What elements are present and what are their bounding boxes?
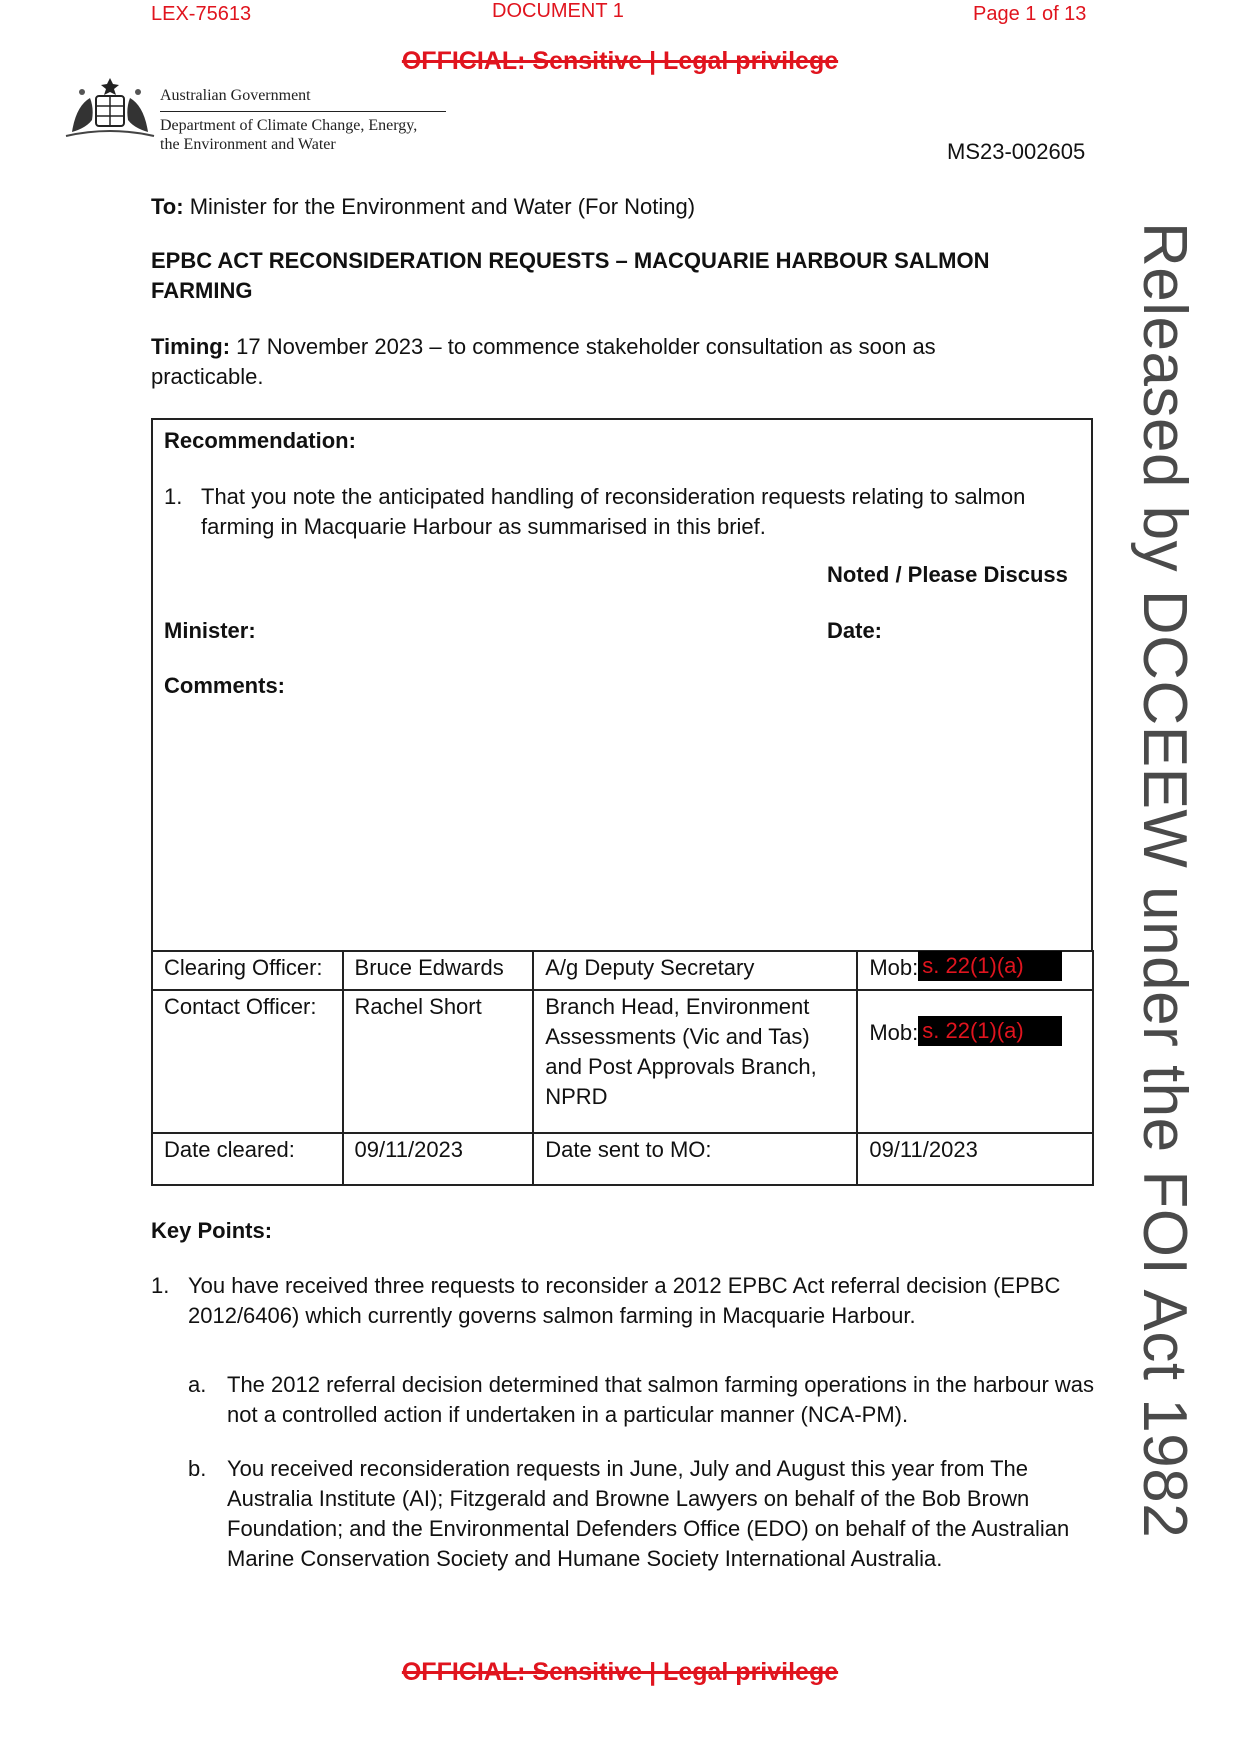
to-value: Minister for the Environment and Water (For Noting) <box>189 194 696 219</box>
date-sent-label: Date sent to MO: <box>533 1133 857 1185</box>
page-label: Page 1 of 13 <box>973 3 1087 25</box>
table-row <box>152 951 1093 990</box>
classification-top: OFFICIAL: Sensitive | Legal privilege <box>401 47 839 75</box>
date-label: Date: <box>827 618 883 643</box>
redacted-mobile: s. 22(1)(a) <box>918 1016 1062 1046</box>
logo-department <box>160 116 417 154</box>
minister-label: Minister: <box>164 618 256 643</box>
contact-officer-position: Branch Head, Environment Assessments (Vic and Tas) and Post Approvals Branch, NPRD <box>533 990 857 1133</box>
table-row <box>152 990 1093 1133</box>
date-cleared-label: Date cleared: <box>152 1133 343 1185</box>
foi-release-watermark: Released by DCCEEW under the FOI Act 1982 <box>1130 222 1199 1539</box>
document-label: DOCUMENT 1 <box>492 0 624 22</box>
logo-government: Australian Government <box>160 87 311 104</box>
clearing-officer-label: Clearing Officer: <box>152 951 343 990</box>
to-line <box>151 192 695 222</box>
redacted-mobile: s. 22(1)(a) <box>918 951 1062 981</box>
date-sent-value: 09/11/2023 <box>857 1133 1093 1185</box>
to-label: To: <box>151 194 184 219</box>
key-points-heading: Key Points: <box>151 1218 273 1243</box>
ms-number: MS23-002605 <box>947 139 1086 164</box>
recommendation-item-text: That you note the anticipated handling of reconsideration requests relating to salmon farming in Macquarie Harbour as summarised in this brief. <box>201 484 1026 539</box>
recommendation-item-number: 1. <box>164 484 183 509</box>
key-point-1: You have received three requests to reconsider a 2012 EPBC Act referral decision (EPBC 2012/6406) which currently governs salmon farming in Macquarie Harbour. <box>188 1273 1061 1328</box>
date-cleared-value: 09/11/2023 <box>343 1133 534 1185</box>
contact-officer-label: Contact Officer: <box>152 990 343 1133</box>
coat-of-arms-logo <box>62 72 158 142</box>
clearing-officer-mob <box>857 951 1093 990</box>
timing-value: 17 November 2023 – to commence stakeholder consultation as soon as practicable. <box>151 334 936 389</box>
mob-label: Mob: <box>869 1020 919 1045</box>
logo-department-line1: Department of Climate Change, Energy, <box>160 117 418 134</box>
clearing-officer-position: A/g Deputy Secretary <box>533 951 857 990</box>
classification-bottom: OFFICIAL: Sensitive | Legal privilege <box>401 1658 839 1686</box>
key-point-number: 1. <box>151 1273 170 1298</box>
recommendation-box <box>151 418 1093 951</box>
timing-label: Timing: <box>151 334 231 359</box>
comments-label: Comments: <box>164 673 286 698</box>
recommendation-heading: Recommendation: <box>164 428 356 453</box>
mob-label: Mob: <box>869 955 919 980</box>
logo-department-line2: the Environment and Water <box>160 136 336 153</box>
officers-table <box>151 950 1094 1186</box>
reference-number: LEX-75613 <box>151 3 252 25</box>
noted-discuss-option[interactable]: Noted / Please Discuss <box>827 562 1068 587</box>
page-title: EPBC ACT RECONSIDERATION REQUESTS – MACQUARIE HARBOUR SALMON FARMING <box>151 248 990 303</box>
sub-point-b-label: b. <box>188 1456 207 1481</box>
sub-point-b: You received reconsideration requests in June, July and August this year from The Australia Institute (AI); Fitzgerald and Browne Lawyers on behalf of the Bob Brown Foundation; and the Environmental Defenders Office (EDO) on behalf of the Australian Marine Conservation Society and Humane Society International Australia. <box>227 1456 1070 1571</box>
sub-point-a: The 2012 referral decision determined that salmon farming operations in the harbour was not a controlled action if undertaken in a particular manner (NCA-PM). <box>227 1372 1095 1427</box>
clearing-officer-name: Bruce Edwards <box>343 951 534 990</box>
contact-officer-name: Rachel Short <box>343 990 534 1133</box>
logo-divider <box>160 111 446 112</box>
sub-point-a-label: a. <box>188 1372 207 1397</box>
table-row <box>152 1133 1093 1185</box>
timing-line <box>151 332 1051 392</box>
contact-officer-mob <box>857 990 1093 1133</box>
